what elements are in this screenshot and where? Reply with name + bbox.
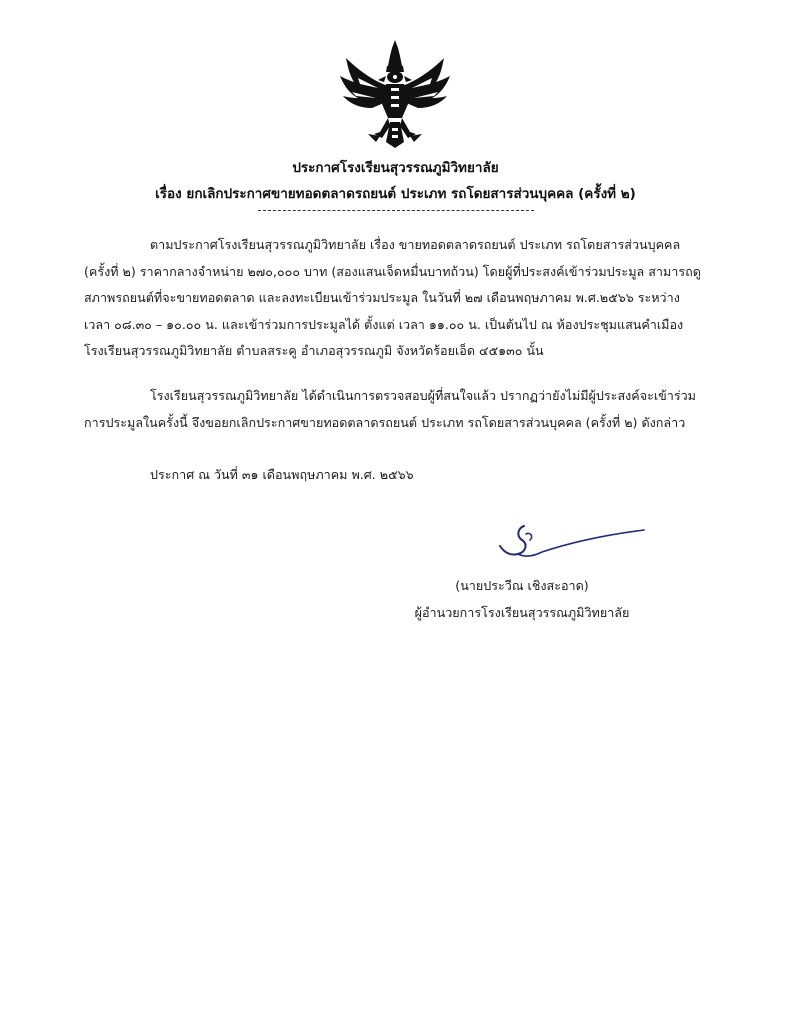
paragraph-line: สภาพรถยนต์ที่จะขายทอดตลาด และลงทะเบียนเข้าร่วมประมูล ในวันที่ ๒๗ เดือนพฤษภาคม พ.ศ.๒๕๖๖ ระหว่าง	[84, 290, 680, 305]
body-paragraph-2	[84, 383, 710, 436]
garuda-emblem-icon	[338, 38, 452, 150]
paragraph-line: ตามประกาศโรงเรียนสุวรรณภูมิวิทยาลัย เรื่อง ขายทอดตลาดรถยนต์ ประเภท รถโดยสารส่วนบุคคล	[150, 237, 681, 252]
announcement-subject: เรื่อง ยกเลิกประกาศขายทอดตลาดรถยนต์ ประเภท รถโดยสารส่วนบุคคล (ครั้งที่ ๒)	[155, 186, 636, 202]
signatory-name: (นายประวีณ เชิงสะอาด)	[455, 578, 589, 593]
paragraph-line: เวลา ๐๘.๓๐ – ๑๐.๐๐ น. และเข้าร่วมการประมูลได้ ตั้งแต่ เวลา ๑๑.๐๐ น. เป็นต้นไป ณ ห้องประชุมแสนคำเมือง	[84, 316, 684, 332]
body-paragraph-1	[84, 232, 710, 365]
separator-rule	[258, 210, 534, 211]
signatory-position: ผู้อำนวยการโรงเรียนสุวรรณภูมิวิทยาลัย	[414, 605, 630, 620]
announcement-date: ประกาศ ณ วันที่ ๓๑ เดือนพฤษภาคม พ.ศ. ๒๕๖๖	[150, 467, 414, 482]
paragraph-line: (ครั้งที่ ๒) ราคากลางจำหน่าย ๒๗๐,๐๐๐ บาท (สองแสนเจ็ดหมื่นบาทถ้วน) โดยผู้ที่ประสงค์เข้าร่วมประมูล สามารถดู	[84, 263, 701, 279]
paragraph-line: การประมูลในครั้งนี้ จึงขอยกเลิกประกาศขายทอดตลาดรถยนต์ ประเภท รถโดยสารส่วนบุคคล (ครั้งที่ ๒) ดังกล่าว	[84, 414, 686, 430]
announcement-title: ประกาศโรงเรียนสุวรรณภูมิวิทยาลัย	[292, 160, 499, 176]
paragraph-line: โรงเรียนสุวรรณภูมิวิทยาลัย ตำบลสระคู อำเภอสุวรรณภูมิ จังหวัดร้อยเอ็ด ๔๕๑๓๐ นั้น	[84, 343, 544, 358]
handwritten-signature	[496, 516, 646, 570]
paragraph-line: โรงเรียนสุวรรณภูมิวิทยาลัย ได้ดำเนินการตรวจสอบผู้ที่สนใจแล้ว ปรากฏว่ายังไม่มีผู้ประสงค์จะเข้าร่วม	[150, 388, 696, 403]
